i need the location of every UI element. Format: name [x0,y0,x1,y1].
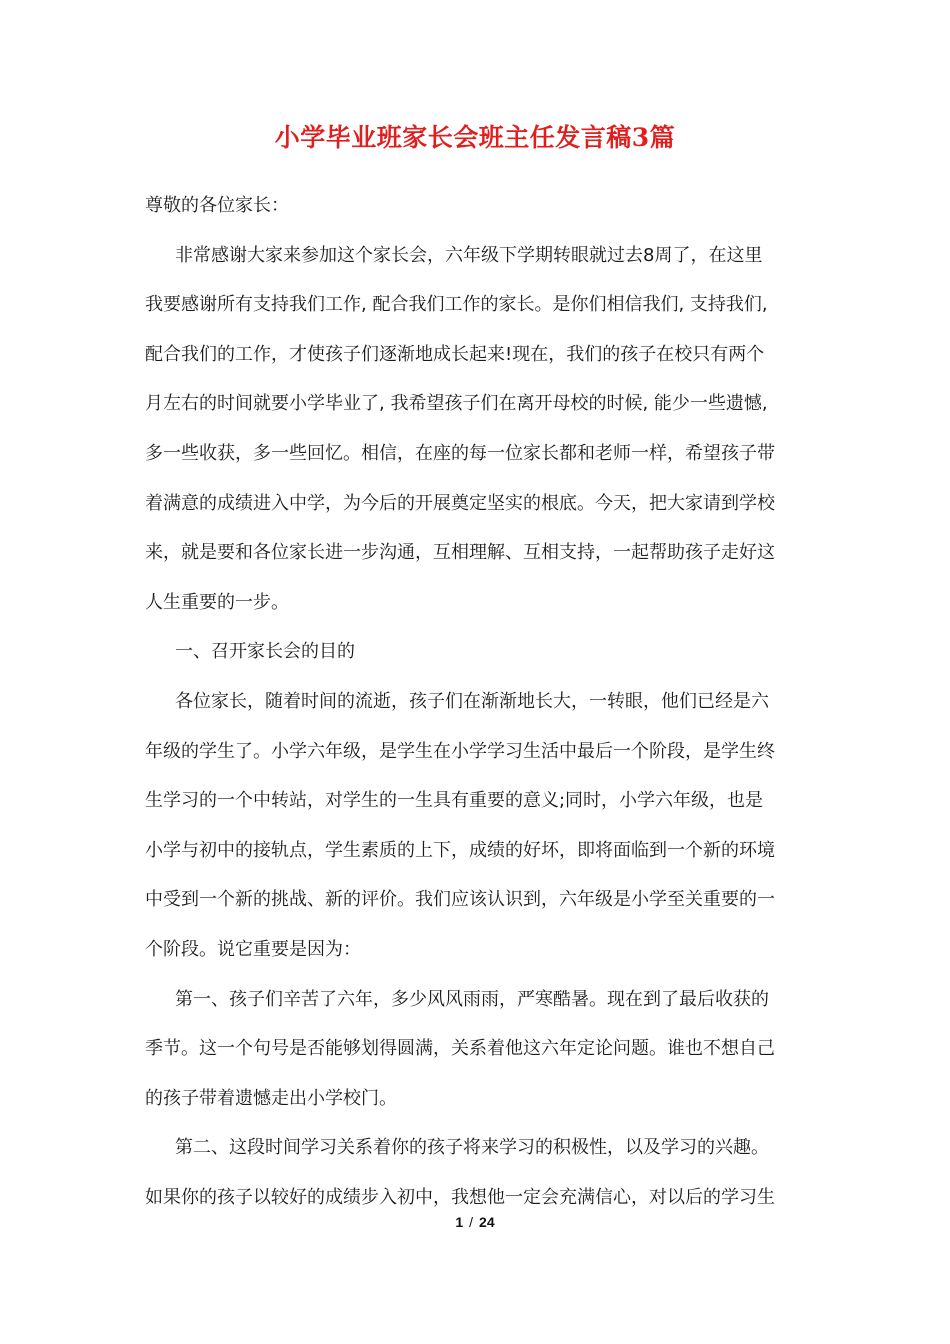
salutation-line: 尊敬的各位家长： [145,195,289,216]
paragraph-line: 人生重要的一步。 [145,591,289,613]
document-title: 小学毕业班家长会班主任发言稿3篇 [274,123,676,152]
page-number [0,1214,950,1230]
current-page-number: 1 [455,1214,464,1230]
paragraph-line: 中受到一个新的挑战、新的评价。我们应该认识到，六年级是小学至关重要的一 [145,889,775,911]
paragraph-line: 着满意的成绩进入中学，为今后的开展奠定坚实的根底。今天，把大家请到学校 [145,492,775,514]
paragraph-line: 月左右的时间就要小学毕业了, 我希望孩子们在离开母校的时候, 能少一些遗憾, [145,393,768,415]
total-pages-number: 24 [479,1214,495,1230]
paragraph-line: 个阶段。说它重要是因为： [145,938,361,960]
paragraph-line: 第一、孩子们辛苦了六年，多少风风雨雨，严寒酷暑。现在到了最后收获的 [175,988,769,1010]
paragraph-line: 如果你的孩子以较好的成绩步入初中，我想他一定会充满信心，对以后的学习生 [145,1186,775,1208]
paragraph-line: 多一些收获，多一些回忆。相信，在座的每一位家长都和老师一样，希望孩子带 [145,442,775,464]
paragraph-line: 小学与初中的接轨点，学生素质的上下，成绩的好坏，即将面临到一个新的环境 [145,839,775,861]
paragraph-line: 季节。这一个句号是否能够划得圆满，关系着他这六年定论问题。谁也不想自己 [145,1038,775,1060]
paragraph-line: 生学习的一个中转站，对学生的一生具有重要的意义;同时，小学六年级，也是 [145,790,764,812]
paragraph-line: 年级的学生了。小学六年级，是学生在小学学习生活中最后一个阶段，是学生终 [145,740,775,762]
section-heading: 一、召开家长会的目的 [175,641,355,663]
paragraph-line: 配合我们的工作，才使孩子们逐渐地成长起来!现在，我们的孩子在校只有两个 [145,343,765,365]
paragraph-line: 来，就是要和各位家长进一步沟通，互相理解、互相支持，一起帮助孩子走好这 [145,542,775,564]
paragraph-line: 第二、这段时间学习关系着你的孩子将来学习的积极性，以及学习的兴趣。 [175,1137,769,1159]
paragraph-line: 各位家长，随着时间的流逝，孩子们在渐渐地长大，一转眼，他们已经是六 [175,690,769,712]
paragraph-line: 非常感谢大家来参加这个家长会，六年级下学期转眼就过去8周了，在这里 [175,244,763,266]
document-body [145,181,815,1222]
paragraph-line: 我要感谢所有支持我们工作, 配合我们工作的家长。是你们相信我们, 支持我们, [145,294,768,316]
page-separator: / [469,1214,474,1230]
paragraph-line: 的孩子带着遗憾走出小学校门。 [145,1087,397,1109]
